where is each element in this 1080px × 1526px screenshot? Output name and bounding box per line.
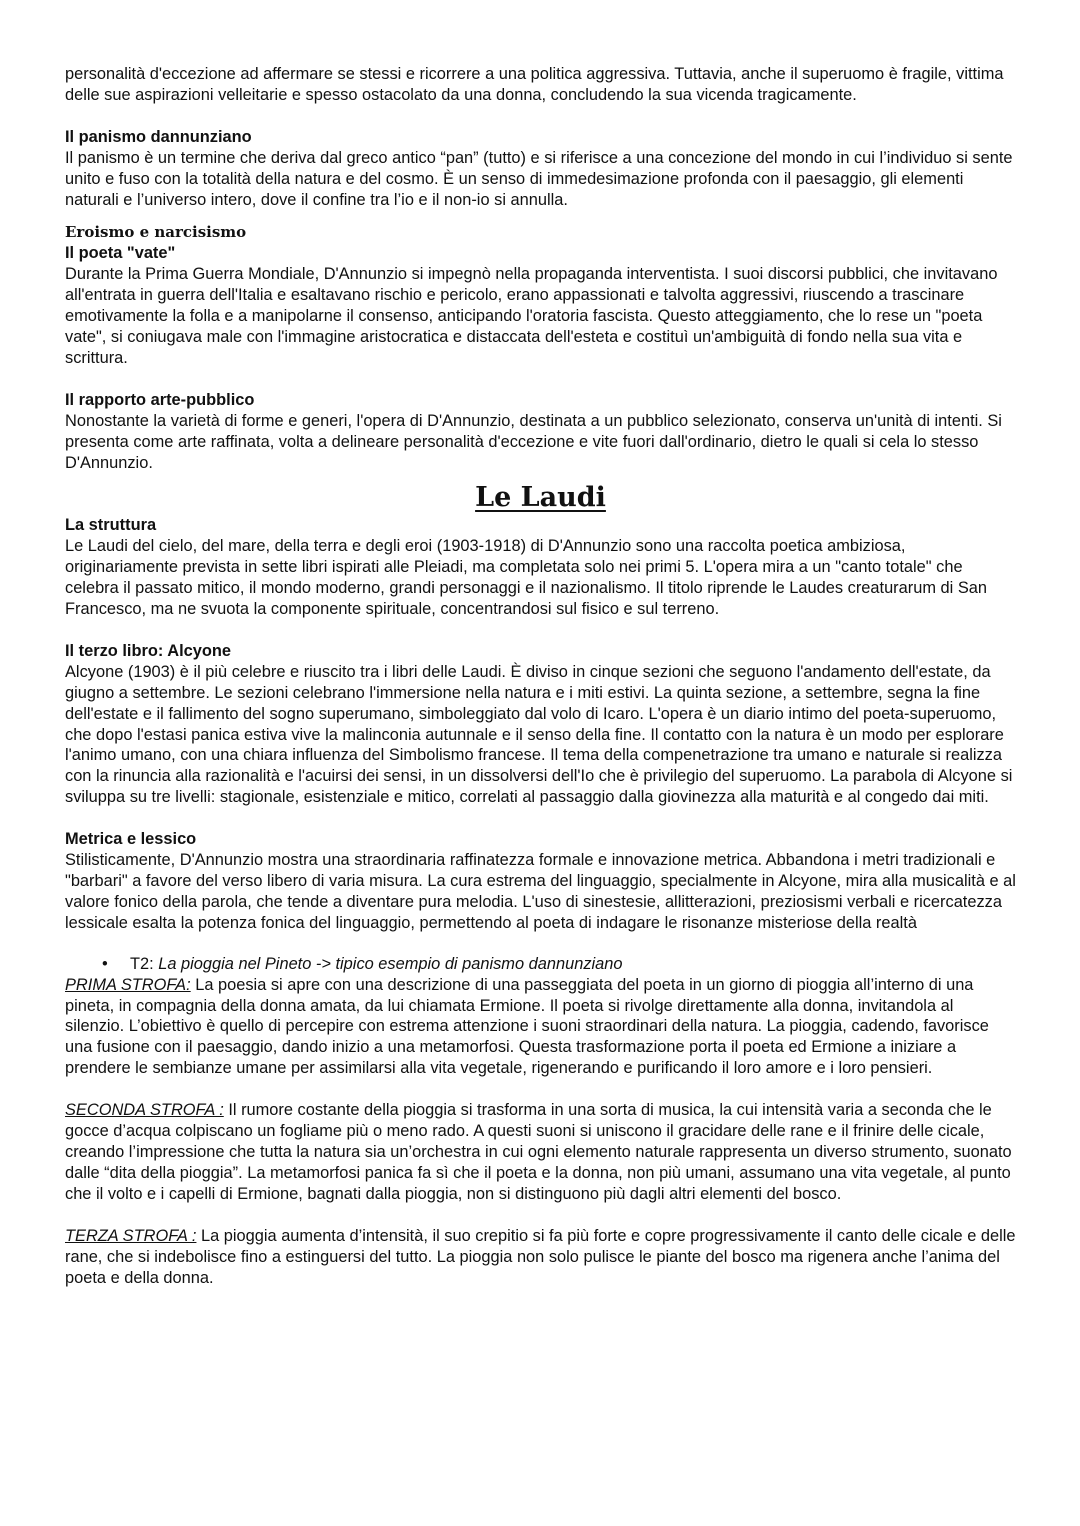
panismo-heading: Il panismo dannunziano (65, 127, 252, 146)
vate-paragraph: Durante la Prima Guerra Mondiale, D'Annunzio si impegnò nella propaganda interventista. I suoi discorsi pubblici, che invitavano all'entrata in guerra dell'Italia e esaltavano rischio e pericolo, erano appassionati e talvolta aggressivi, riuscendo a trascinare emotivamente la folla e a manipolarne il consenso, anticipando l'oratoria fascista. Questo atteggiamento, che lo rese un "poeta vate", si coniugava male con l'immagine aristocratica e distaccata dell'esteta e costituì un'ambiguità di fondo nella sua vita e scrittura. (65, 265, 998, 367)
prima-strofa-label: PRIMA STROFA: (65, 975, 191, 994)
terza-strofa-label: TERZA STROFA : (65, 1226, 197, 1245)
intro-paragraph: personalità d'eccezione ad affermare se stessi e ricorrere a una politica aggressiva. Tuttavia, anche il superuomo è fragile, vittima delle sue aspirazioni velleitarie e spesso ostacolato da una donna, concludendo la sua vicenda tragicamente. (65, 65, 1004, 104)
prima-strofa-text: La poesia si apre con una descrizione di una passeggiata del poeta in un giorno di pioggia all’interno di una pineta, in compagnia della donna amata, da lui chiamata Ermione. Il poeta si rivolge direttamente alla donna, invitandola al silenzio. L’obiettivo è quello di percepire con estrema attenzione i suoni straordinari della natura. La pioggia, cadendo, favorisce una fusione con il paesaggio, dando inizio a una metamorfosi. Questa trasformazione porta il poeta ed Ermione a iniziare a prendere le sembianze umane per assimilarsi alla vita vegetale, rigenerando e purificando il loro amore e i loro pensieri. (65, 975, 989, 1078)
alcyone-heading: Il terzo libro: Alcyone (65, 641, 232, 660)
t2-text (130, 954, 623, 975)
vate-heading: Il poeta "vate" (65, 244, 176, 263)
seconda-strofa-label: SECONDA STROFA : (65, 1101, 224, 1120)
prima-strofa-paragraph (65, 975, 1016, 1080)
alcyone-paragraph: Alcyone (1903) è il più celebre e riuscito tra i libri delle Laudi. È diviso in cinque sezioni che seguono l'andamento dell'estate, da giugno a settembre. Le sezioni celebrano l'immersione nella natura e i miti estivi. La quinta sezione, a settembre, segna la fine dell'estate e il fallimento del sogno superumano, simboleggiato dal volo di Icaro. L'opera è un diario intimo del poeta-superuomo, che dopo l'estasi panica estiva vive la malinconia autunnale e il senso della fine. Il contatto con la natura è un modo per esplorare l'animo umano, con una chiara influenza del Simbolismo francese. Il tema della compenetrazione tra umano e naturale si realizza con la rinuncia alla razionalità e l'acuirsi dei sensi, in un dissolversi dell'Io che è privilegio del superuomo. La parabola di Alcyone si sviluppa su tre livelli: stagionale, esistenziale e mitico, correlati al passaggio dalla giovinezza alla maturità e al congedo dai miti. (65, 662, 1013, 807)
seconda-strofa-paragraph (65, 1100, 1016, 1205)
rapporto-heading: Il rapporto arte-pubblico (65, 390, 255, 409)
struttura-paragraph: Le Laudi del cielo, del mare, della terra e degli eroi (1903-1918) di D'Annunzio sono una raccolta poetica ambiziosa, originariamente prevista in sette libri ispirati alle Pleiadi, ma completata solo nei primi 5. L'opera mira a un "canto totale" che celebra il passato mitico, il mondo moderno, grandi personaggi e il nazionalismo. Il titolo riprende le Laudes creaturarum di San Francesco, ma ne svuota la componente spirituale, concentrandosi sul fisico e sul terreno. (65, 537, 988, 619)
seconda-strofa-text: Il rumore costante della pioggia si trasforma in una sorta di musica, la cui intensità varia a seconda che le gocce d’acqua colpiscano un fogliame più o meno rado. A questi suoni si uniscono il gracidare delle rane e il frinire delle cicale, creando l’impressione che tutta la natura sia un’orchestra in cui ogni elemento naturale rappresenta un diverso strumento, suonato dalle “dita della pioggia”. La metamorfosi panica fa sì che il poeta e la donna, non più umani, assumano una vita vegetale, al punto che il volto e i capelli di Ermione, bagnati dalla pioggia, non si distinguono più dagli altri elementi del bosco. (65, 1101, 1012, 1203)
metrica-heading: Metrica e lessico (65, 830, 197, 849)
laudi-title-text: Le Laudi (475, 482, 606, 514)
laudi-title (65, 481, 1016, 515)
t2-label: T2: (130, 954, 159, 973)
struttura-heading: La struttura (65, 516, 157, 535)
bullet-icon: • (102, 954, 108, 973)
metrica-paragraph: Stilisticamente, D'Annunzio mostra una straordinaria raffinatezza formale e innovazione metrica. Abbandona i metri tradizionali e "barbari" a favore del verso libero di varia misura. La cura estrema del linguaggio, specialmente in Alcyone, mira alla musicalità e al valore fonico della parola, che tende a diventare pura melodia. L'uso di sinestesie, allitterazioni, preziosismi verbali e ricercatezza lessicale esalta la potenza fonica del linguaggio, permettendo al poeta di indagare le risonanze misteriose della realtà (65, 851, 1016, 932)
eroismo-heading: Eroismo e narcisismo (65, 223, 247, 242)
t2-list-item (65, 954, 1016, 975)
panismo-paragraph: Il panismo è un termine che deriva dal greco antico “pan” (tutto) e si riferisce a una concezione del mondo in cui l’individuo si sente unito e fuso con la totalità della natura e del cosmo. È un senso di immedesimazione profonda con il paesaggio, gli elementi naturali e l’universo intero, dove il confine tra l’io e il non-io si annulla. (65, 148, 1013, 209)
terza-strofa-text: La pioggia aumenta d’intensità, il suo crepitio si fa più forte e copre progressivamente il canto delle cicale e delle rane, che si indebolisce fino a estinguersi del tutto. La pioggia non solo pulisce le piante del bosco ma rigenera anche l’anima del poeta e della donna. (65, 1226, 1016, 1287)
terza-strofa-paragraph (65, 1226, 1016, 1289)
rapporto-paragraph: Nonostante la varietà di forme e generi, l'opera di D'Annunzio, destinata a un pubblico selezionato, conserva un'unità di intenti. Si presenta come arte raffinata, volta a delineare personalità d'eccezione e vite fuori dall'ordinario, dietro le quali si cela lo stesso D'Annunzio. (65, 411, 1002, 472)
t2-title: La pioggia nel Pineto -> tipico esempio di panismo dannunziano (158, 954, 623, 973)
